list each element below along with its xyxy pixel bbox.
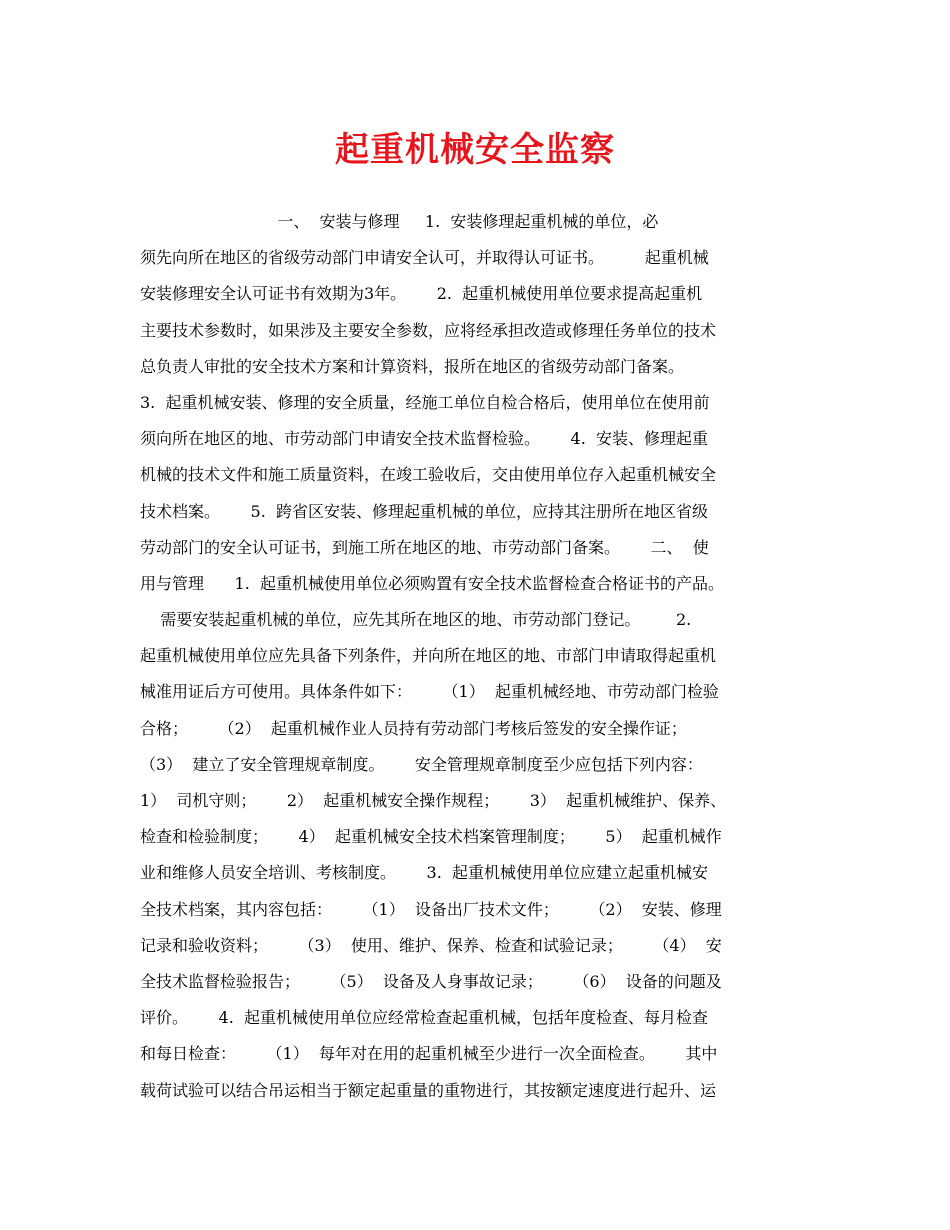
- body-line: 技术档案。 5. 跨省区安装、修理起重机械的单位，应持其注册所在地区省级: [140, 501, 708, 521]
- body-line: 1） 司机守则； 2） 起重机械安全操作规程； 3） 起重机械维护、保养、: [140, 791, 727, 810]
- body-line: 业和维修人员安全培训、考核制度。 3. 起重机械使用单位应建立起重机械安: [140, 863, 708, 883]
- document-body: [140, 204, 812, 1109]
- document-title: 起重机械安全监察: [335, 130, 615, 170]
- body-line: 械准用证后方可使用。具体条件如下： （1） 起重机械经地、市劳动部门检验: [140, 682, 719, 702]
- body-line: 起重机械使用单位应先具备下列条件，并向所在地区的地、市部门申请取得起重机: [140, 646, 717, 666]
- body-line: 记录和验收资料； （3） 使用、维护、保养、检查和试验记录； （4） 安: [140, 935, 722, 955]
- body-line: 一、 安装与修理 1. 安装修理起重机械的单位，必: [140, 212, 659, 231]
- body-line: 用与管理 1. 起重机械使用单位必须购置有安全技术监督检查合格证书的产品。: [140, 573, 724, 593]
- body-line: 检查和检验制度； 4） 起重机械安全技术档案管理制度； 5） 起重机械作: [140, 827, 722, 847]
- body-line: 载荷试验可以结合吊运相当于额定起重量的重物进行，其按额定速度进行起升、运: [140, 1080, 717, 1100]
- body-line: 合格； （2） 起重机械作业人员持有劳动部门考核后签发的安全操作证；: [140, 718, 687, 738]
- body-line: 安装修理安全认可证书有效期为3年。 2. 起重机械使用单位要求提高起重机: [140, 284, 703, 304]
- body-line: 须先向所在地区的省级劳动部门申请安全认可，并取得认可证书。 起重机械: [140, 248, 709, 268]
- body-line: 需要安装起重机械的单位，应先其所在地区的地、市劳动部门登记。 2.: [140, 610, 692, 630]
- body-line: 和每日检查： （1） 每年对在用的起重机械至少进行一次全面检查。 其中: [140, 1044, 718, 1064]
- body-line: 总负责人审批的安全技术方案和计算资料，报所在地区的省级劳动部门备案。: [140, 356, 685, 376]
- body-line: 主要技术参数时，如果涉及主要安全参数，应将经承担改造或修理任务单位的技术: [140, 320, 717, 340]
- body-line: 3. 起重机械安装、修理的安全质量，经施工单位自检合格后，使用单位在使用前: [140, 392, 710, 412]
- body-line: 评价。 4. 起重机械使用单位应经常检查起重机械，包括年度检查、每月检查: [140, 1008, 708, 1028]
- body-line: 全技术档案，其内容包括： （1） 设备出厂技术文件； （2） 安装、修理: [140, 899, 722, 919]
- body-line: 机械的技术文件和施工质量资料，在竣工验收后，交由使用单位存入起重机械安全: [140, 465, 717, 485]
- body-line: 全技术监督检验报告； （5） 设备及人身事故记录； （6） 设备的问题及: [140, 971, 722, 991]
- body-line: 须向所在地区的地、市劳动部门申请安全技术监督检验。 4. 安装、修理起重: [140, 429, 708, 449]
- body-line: 劳动部门的安全认可证书，到施工所在地区的地、市劳动部门备案。 二、 使: [140, 537, 709, 557]
- body-line: （3） 建立了安全管理规章制度。 安全管理规章制度至少应包括下列内容：: [140, 754, 703, 774]
